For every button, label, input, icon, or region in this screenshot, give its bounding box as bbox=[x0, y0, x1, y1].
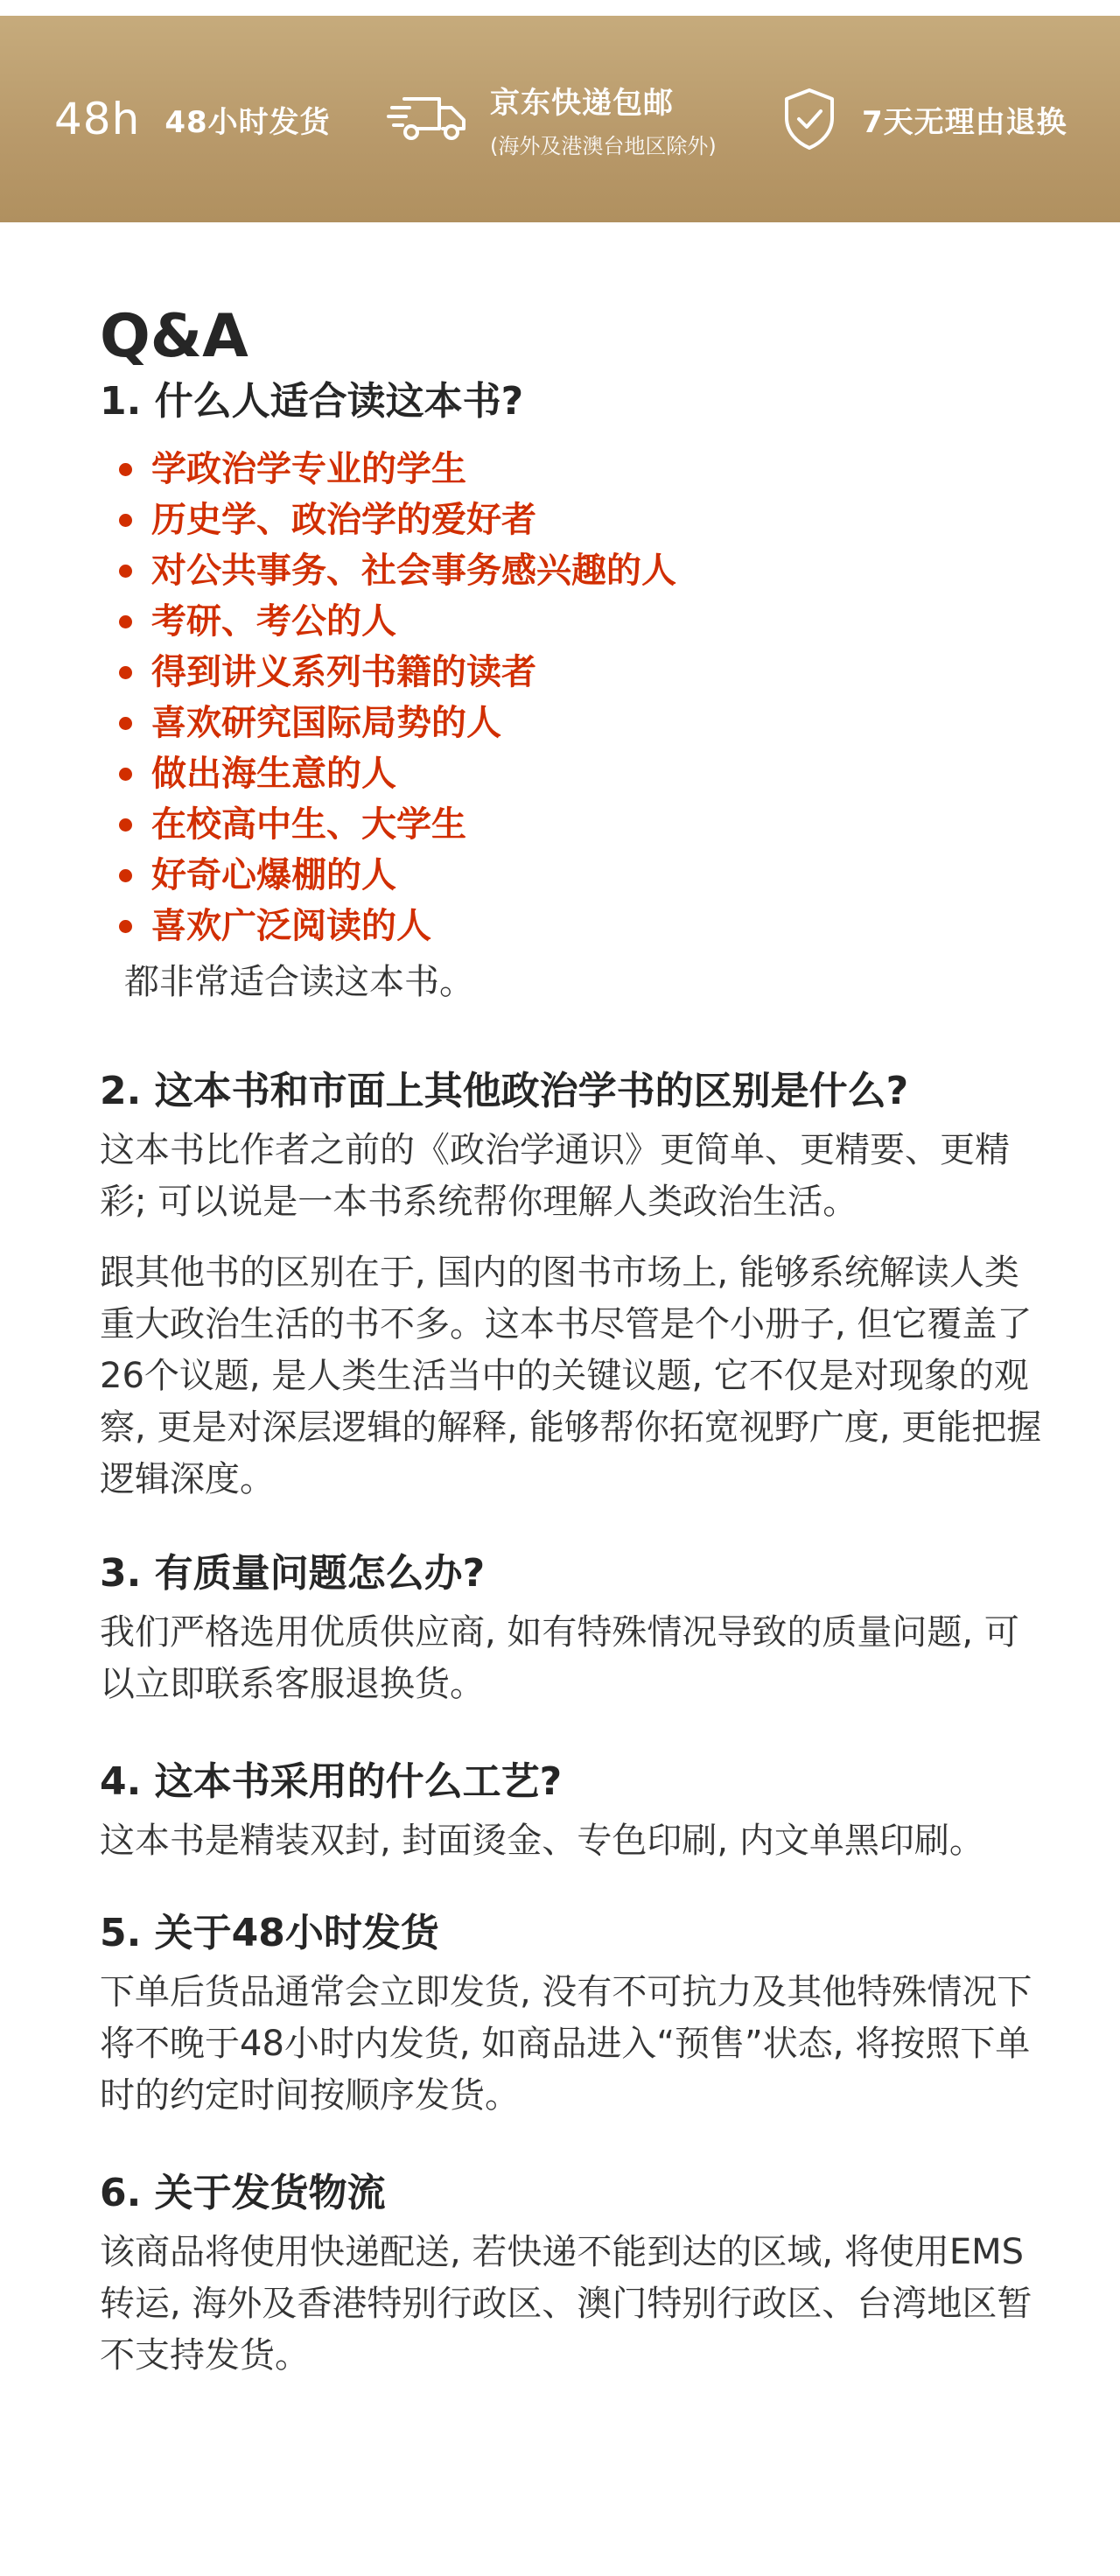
qa-item-4 bbox=[100, 1756, 1045, 1867]
shipping-48h-label: 48小时发货 bbox=[164, 104, 331, 140]
answer-3: 我们严格选用优质供应商, 如有特殊情况导致的质量问题, 可以立即联系客服退换货。 bbox=[100, 1612, 1019, 1704]
list-item: 做出海生意的人 bbox=[119, 748, 1045, 799]
shipping-48h-badge bbox=[54, 16, 331, 222]
qa-item-2 bbox=[100, 1065, 1045, 1506]
list-item: 好奇心爆棚的人 bbox=[119, 850, 1045, 901]
answer-4: 这本书是精装双封, 封面烫金、专色印刷, 内文单黑印刷。 bbox=[100, 1821, 984, 1861]
qa-item-3 bbox=[100, 1548, 1045, 1710]
list-item: 喜欢广泛阅读的人 bbox=[119, 901, 1045, 951]
free-delivery-badge bbox=[387, 16, 717, 222]
question-4: 4. 这本书采用的什么工艺? bbox=[100, 1759, 563, 1804]
question-1: 1. 什么人适合读这本书? bbox=[100, 379, 524, 424]
answer-2-paragraph-1: 这本书比作者之前的《政治学通识》更简单、更精要、更精彩; 可以说是一本书系统帮你理解人类政治生活。 bbox=[100, 1130, 1010, 1222]
bullet-dot-icon bbox=[119, 615, 132, 628]
truck-icon bbox=[387, 88, 471, 150]
answer-1-suffix: 都非常适合读这本书。 bbox=[124, 962, 474, 1002]
list-item: 学政治学专业的学生 bbox=[119, 444, 1045, 495]
service-banner bbox=[0, 16, 1120, 222]
bullet-dot-icon bbox=[119, 565, 132, 578]
answer-2-paragraph-2: 跟其他书的区别在于, 国内的图书市场上, 能够系统解读人类重大政治生活的书不多。这本书尽管是个小册子, 但它覆盖了26个议题, 是人类生活当中的关键议题, 它不仅是对现象的观察, 更是对深层逻辑的解释, 能够帮你拓宽视野广度, 更能把握逻辑深度。 bbox=[100, 1253, 1042, 1499]
bullet-dot-icon bbox=[119, 463, 132, 476]
list-item: 在校高中生、大学生 bbox=[119, 799, 1045, 850]
question-2: 2. 这本书和市面上其他政治学书的区别是什么? bbox=[100, 1069, 909, 1113]
free-delivery-note: (海外及港澳台地区除外) bbox=[490, 134, 717, 158]
bullet-dot-icon bbox=[119, 514, 132, 527]
list-item: 对公共事务、社会事务感兴趣的人 bbox=[119, 545, 1045, 596]
target-reader-list bbox=[100, 444, 1045, 951]
return-policy-badge bbox=[781, 16, 1068, 222]
free-delivery-label: 京东快递包邮 bbox=[490, 86, 674, 121]
qa-item-6 bbox=[100, 2167, 1045, 2382]
qa-title: Q&A bbox=[100, 302, 248, 371]
list-item: 考研、考公的人 bbox=[119, 596, 1045, 647]
question-5: 5. 关于48小时发货 bbox=[100, 1911, 439, 1955]
answer-6: 该商品将使用快递配送, 若快递不能到达的区域, 将使用EMS转运, 海外及香港特别行政区、澳门特别行政区、台湾地区暂不支持发货。 bbox=[100, 2232, 1032, 2376]
qa-item-5 bbox=[100, 1907, 1045, 2122]
qa-section bbox=[100, 302, 1045, 2382]
question-6: 6. 关于发货物流 bbox=[100, 2171, 386, 2215]
bullet-dot-icon bbox=[119, 666, 132, 679]
list-item: 喜欢研究国际局势的人 bbox=[119, 698, 1045, 748]
48h-icon: 48h bbox=[54, 94, 141, 144]
list-item: 得到讲义系列书籍的读者 bbox=[119, 647, 1045, 698]
qa-item-1 bbox=[100, 376, 1045, 1007]
bullet-dot-icon bbox=[119, 920, 132, 933]
return-policy-label: 7天无理由退换 bbox=[862, 104, 1068, 140]
shield-check-icon bbox=[781, 87, 837, 151]
list-item: 历史学、政治学的爱好者 bbox=[119, 495, 1045, 545]
answer-5: 下单后货品通常会立即发货, 没有不可抗力及其他特殊情况下将不晚于48小时内发货, 如商品进入“预售”状态, 将按照下单时的约定时间按顺序发货。 bbox=[100, 1972, 1032, 2116]
bullet-dot-icon bbox=[119, 717, 132, 730]
question-3: 3. 有质量问题怎么办? bbox=[100, 1551, 486, 1596]
bullet-dot-icon bbox=[119, 869, 132, 882]
bullet-dot-icon bbox=[119, 818, 132, 832]
bullet-dot-icon bbox=[119, 768, 132, 781]
